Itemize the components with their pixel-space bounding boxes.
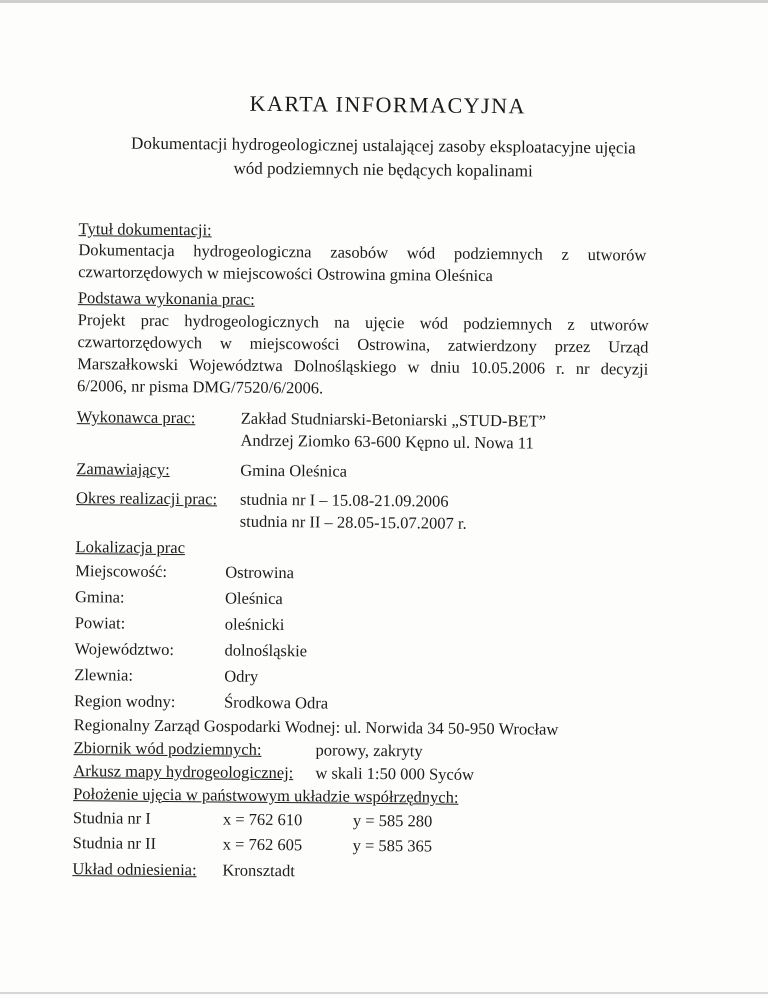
location-row-label: Region wodny:	[73, 691, 176, 712]
location-row-value: dolnośląskie	[224, 640, 308, 661]
basis-line-2: czwartorzędowych w miejscowości Ostrowina, zatwierdzony przez Urząd	[77, 332, 649, 357]
well-y-coordinate: y = 585 280	[352, 810, 433, 831]
aquifer-value: porowy, zakryty	[315, 740, 423, 761]
client-value: Gmina Oleśnica	[240, 460, 348, 481]
well-name: Studnia nr II	[72, 833, 157, 853]
location-row-label: Województwo:	[74, 639, 175, 660]
document-title-line-2: czwartorzędowych w miejscowości Ostrowina gmina Oleśnica	[78, 262, 493, 286]
location-row-value: Ostrowina	[225, 562, 295, 583]
location-row-value: Odry	[224, 666, 259, 686]
map-sheet-label: Arkusz mapy hydrogeologicznej:	[73, 761, 294, 783]
aquifer-label: Zbiornik wód podziemnych:	[73, 738, 262, 759]
document-heading: KARTA INFORMACYJNA	[249, 90, 527, 119]
location-row-label: Gmina:	[74, 587, 125, 607]
basis-label: Podstawa wykonania prac:	[77, 288, 255, 309]
basis-line-4: 6/2006, nr pisma DMG/7520/6/2006.	[76, 376, 324, 398]
well-x-coordinate: x = 762 605	[222, 834, 303, 855]
document-title-line-1: Dokumentacja hydrogeologiczna zasobów wód podziemnych z utworów	[78, 240, 647, 265]
location-row-label: Powiat:	[74, 613, 126, 633]
period-label: Okres realizacji prac:	[75, 488, 218, 509]
well-name: Studnia nr I	[72, 808, 151, 828]
basis-line-3: Marszałkowski Województwa Dolnośląskiego w dniu 10.05.2006 r. nr decyzji	[77, 354, 649, 379]
location-row-value: Środkowa Odra	[223, 692, 329, 713]
coordinates-label: Położenie ujęcia w państwowym układzie współrzędnych:	[73, 784, 459, 807]
map-sheet-value: w skali 1:50 000 Syców	[315, 763, 475, 784]
basis-line-1: Projekt prac hydrogeologicznych na ujęcie wód podziemnych z utworów	[77, 310, 649, 335]
period-line-2: studnia nr II – 28.05-15.07.2007 r.	[239, 511, 467, 533]
contractor-line-2: Andrzej Ziomko 63-600 Kępno ul. Nowa 11	[240, 430, 534, 453]
location-row-value: Oleśnica	[224, 588, 283, 609]
subtitle-line-2: wód podziemnych nie będących kopalinami	[233, 158, 533, 181]
location-row-value: oleśnicki	[224, 614, 285, 635]
well-y-coordinate: y = 585 365	[352, 835, 433, 856]
period-line-1: studnia nr I – 15.08-21.09.2006	[239, 489, 449, 511]
document-title-label: Tytuł dokumentacji:	[78, 219, 212, 240]
location-row-label: Miejscowość:	[75, 561, 168, 581]
reference-label: Układ odniesienia:	[72, 859, 197, 880]
location-row-label: Zlewnia:	[74, 665, 134, 685]
client-label: Zamawiający:	[76, 459, 170, 479]
contractor-label: Wykonawca prac:	[76, 407, 196, 428]
well-x-coordinate: x = 762 610	[222, 809, 303, 830]
reference-value: Kronsztadt	[222, 860, 295, 881]
location-label: Lokalizacja prac	[75, 537, 186, 558]
contractor-line-1: Zakład Studniarski-Betoniarski „STUD-BET”	[240, 408, 547, 431]
subtitle-line-1: Dokumentacji hydrogeologicznej ustalającej zasoby eksploatacyjne ujęcia	[131, 133, 636, 158]
water-authority-line: Regionalny Zarząd Gospodarki Wodnej: ul. Norwida 34 50-950 Wrocław	[73, 715, 559, 739]
